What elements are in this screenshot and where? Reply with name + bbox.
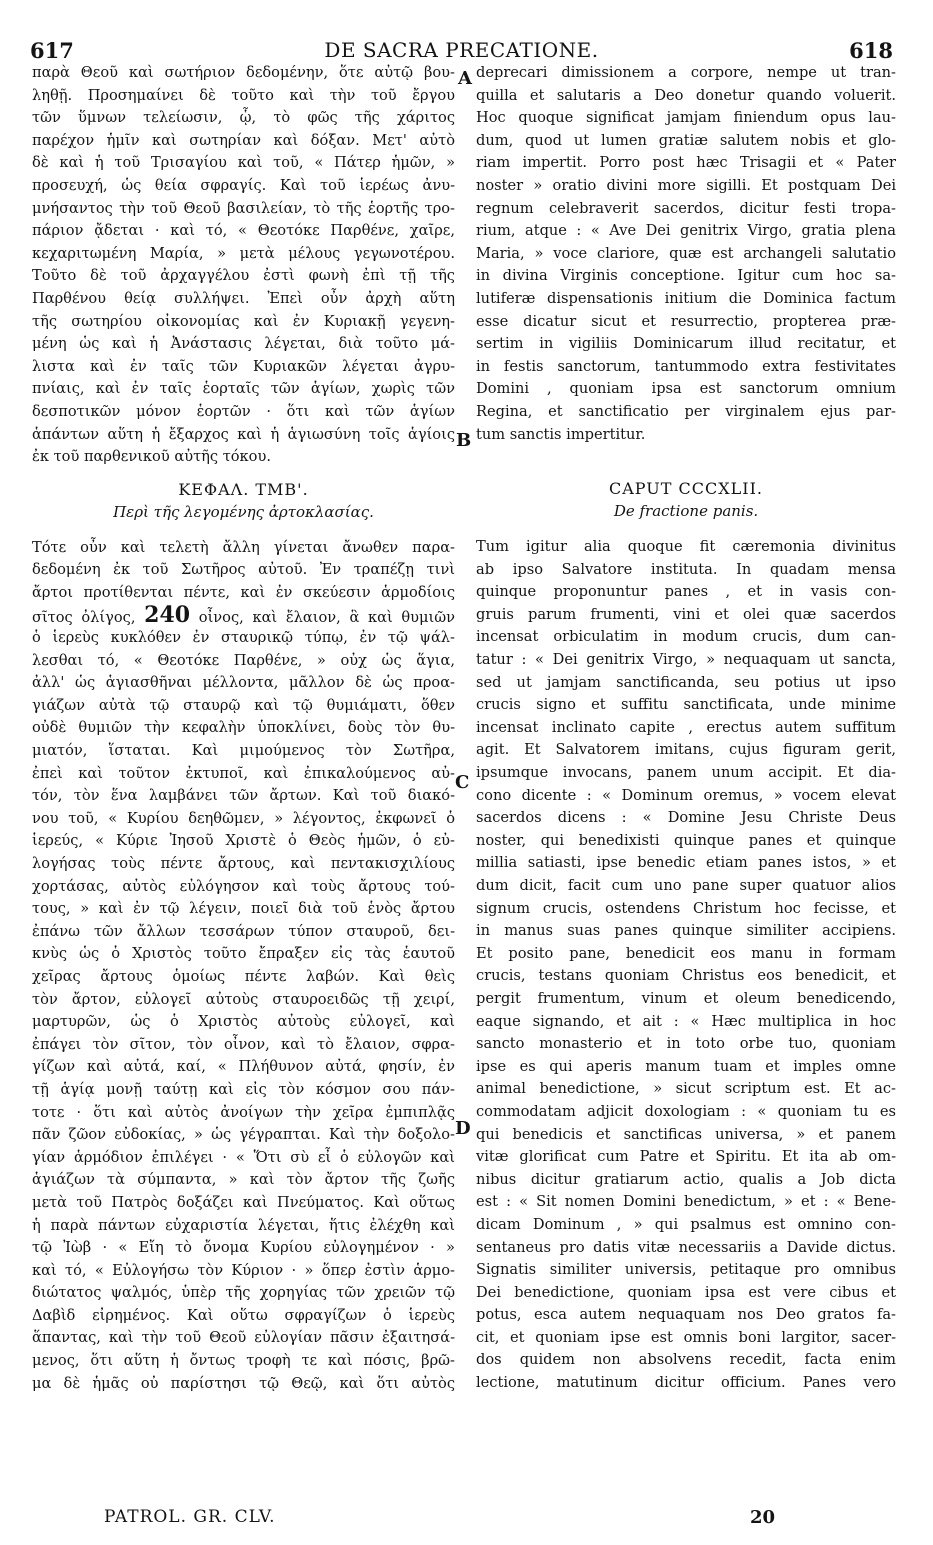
text-line: τὸν ἄρτον, εὐλογεῖ αὐτοὺς σταυροειδῶς τῇ χειρί, bbox=[32, 990, 455, 1008]
greek-line-with-column-number bbox=[32, 604, 455, 627]
text-line: παρὰ Θεοῦ καὶ σωτήριον δεδομένην, ὅτε αὐτῷ βου- bbox=[32, 64, 455, 81]
text-line: Hoc quoque significat jamjam finiendum opus lau- bbox=[476, 109, 896, 127]
text-line: ἁπάντων αὕτη ἡ ἔξαρχος καὶ ἡ ἁγιωσύνη τοῖς ἁγίοις bbox=[32, 425, 455, 443]
margin-letter-d: D bbox=[455, 1118, 471, 1139]
text-line: Signatis similiter universis, petitaque pro omnibus bbox=[476, 1261, 896, 1279]
text-line: μιατόν, ἵσταται. Καὶ μιμούμενος τὸν Σωτῆρα, bbox=[32, 742, 455, 760]
text-line: cit, et quoniam ipse est omnis boni largitor, sacer- bbox=[476, 1328, 896, 1346]
text-line: μετὰ τοῦ Πατρὸς δοξάζει καὶ Πνεύματος. Καὶ οὕτως bbox=[32, 1193, 455, 1211]
text-line: γίαν ἁρμόδιον ἐπιλέγει · « Ὅτι σὺ εἶ ὁ εὐλογῶν καὶ bbox=[32, 1148, 455, 1166]
text-line: λογήσας τοὺς πέντε ἄρτους, καὶ πεντακισχιλίους bbox=[32, 855, 455, 872]
text-line: lectione, matutinum dicitur officium. Panes vero bbox=[476, 1374, 896, 1392]
margin-letter-c: C bbox=[455, 772, 470, 793]
text-line: dos quidem non absolvens recedit, facta enim bbox=[476, 1351, 896, 1369]
column-number-240: 240 bbox=[144, 604, 191, 628]
text-line: μνήσαντος τὴν τοῦ Θεοῦ βασιλείαν, τὸ τῆς ἑορτῆς τρο- bbox=[32, 199, 455, 217]
text-line: λεσθαι τό, « Θεοτόκε Παρθένε, » οὐχ ὡς ἅγια, bbox=[32, 651, 455, 669]
margin-letter-a: A bbox=[458, 68, 472, 89]
text-line: ab ipso Salvatore instituta. In quadam mensa bbox=[476, 560, 896, 578]
greek-paragraph-2-continued bbox=[32, 627, 455, 1395]
latin-paragraph-1 bbox=[476, 62, 896, 446]
latin-chapter-heading bbox=[476, 478, 896, 522]
text-line: rium, atque : « Ave Dei genitrix Virgo, gratia plena bbox=[476, 222, 896, 240]
text-line: ἐπάνω τῶν ἄλλων τεσσάρων τύπον σταυροῦ, δει- bbox=[32, 922, 455, 940]
text-line: crucis, testans quoniam Christus eos benedicit, et bbox=[476, 967, 896, 985]
text-line: signum crucis, ostendens Christum hoc fecisse, et bbox=[476, 899, 896, 917]
text-line: Et posito pane, benedicit eos manu in formam bbox=[476, 944, 896, 962]
text-line: sacerdos dicens : « Domine Jesu Christe Deus bbox=[476, 809, 896, 827]
text-line: sed ut jamjam sanctificanda, seu potius ut ipso bbox=[476, 673, 896, 691]
text-line: vitæ glorificat cum Patre et Spiritu. Et ita ab om- bbox=[476, 1148, 896, 1166]
greek-chapter-heading bbox=[32, 479, 455, 523]
text-line: sancto monasterio et in toto orbe tuo, quoniam bbox=[476, 1035, 896, 1053]
text-line: γίζων καὶ αὐτά, καί, « Πλήθυνον αὐτά, φησίν, ἐν bbox=[32, 1058, 455, 1076]
text-line: ipsumque invocans, panem unum accipit. Et dia- bbox=[476, 764, 896, 782]
text-line: quinque proponuntur panes , et in vasis con- bbox=[476, 583, 896, 601]
footer-sheet-number: 20 bbox=[750, 1507, 776, 1528]
greek-column bbox=[32, 62, 455, 1395]
text-line: μένη ὡς καὶ ἡ Ἀνάστασις λέγεται, διὰ τοῦτο μά- bbox=[32, 335, 455, 353]
text-line: ἐπάγει τὸν σῖτον, τὸν οἶνον, καὶ τὸ ἔλαιον, σφρα- bbox=[32, 1035, 455, 1053]
text-line: sertim in vigiliis Dominicarum illud recitatur, et bbox=[476, 335, 896, 353]
latin-column bbox=[476, 62, 896, 1395]
text-line: τοτε · ὅτι καὶ αὐτὸς ἀνοίγων τὴν χεῖρα ἐμπιπλᾷς bbox=[32, 1103, 455, 1121]
text-line: agit. Et Salvatorem imitans, cujus figuram gerit, bbox=[476, 741, 896, 759]
text-line: ἀλλ' ὡς ἁγιασθῆναι μέλλοντα, μᾶλλον δὲ ὡς προα- bbox=[32, 674, 455, 692]
text-line: millia satiasti, ipse benedic etiam panes istos, » et bbox=[476, 854, 896, 872]
text-line: πνίαις, καὶ ἐν ταῖς ἑορταῖς τῶν ἁγίων, χωρὶς τῶν bbox=[32, 380, 455, 398]
latin-chapter-title: CAPUT CCCXLII. bbox=[609, 479, 763, 499]
text-line: in divina Virginis conceptione. Igitur cum hoc sa- bbox=[476, 267, 896, 285]
text-line: lutiferæ dispensationis initium die Dominica factum bbox=[476, 289, 896, 307]
text-line: μα δὲ ἡμᾶς οὐ παρίστησι τῷ Θεῷ, καὶ ὅτι αὐτὸς bbox=[32, 1374, 455, 1392]
text-line: noster, qui benedixisti quinque panes et quinque bbox=[476, 831, 896, 849]
margin-letter-b: B bbox=[456, 430, 472, 451]
text-line: eaque signando, et ait : « Hæc multiplica in hoc bbox=[476, 1012, 896, 1030]
text-line: Δαβὶδ εἰρημένος. Καὶ οὕτω σφραγίζων ὁ ἱερεὺς bbox=[32, 1306, 455, 1324]
text-line: tum sanctis impertitur. bbox=[476, 425, 646, 443]
text-line: incensat inclinato capite , erectus autem suffitum bbox=[476, 718, 896, 736]
text-line: est : « Sit nomen Domini benedictum, » et : « Bene- bbox=[476, 1193, 896, 1211]
text-line: λιστα καὶ ἐν ταῖς τῶν Κυριακῶν λέγεται ἀγρυ- bbox=[32, 357, 455, 375]
text-line: Domini , quoniam ipsa est sanctorum omnium bbox=[476, 380, 896, 398]
text-line: χορτάσας, αὐτὸς εὐλόγησον καὶ τοὺς ἄρτους τού- bbox=[32, 877, 455, 895]
text-line: Dei benedictione, quoniam ipsa est vere cibus et bbox=[476, 1283, 896, 1301]
text-line: dum dicit, facit cum uno pane super quatuor alios bbox=[476, 877, 896, 894]
text-line: tatur : « Dei genitrix Virgo, » nequaquam ut sancta, bbox=[476, 651, 896, 669]
text-line: quilla et salutaris a Deo donetur quando voluerit. bbox=[476, 86, 896, 104]
text-line: gruis parum frumenti, vini et olei quæ sacerdos bbox=[476, 605, 896, 623]
text-line: κεχαριτωμένη Μαρία, » μετὰ μέλους γεγωνοτέρου. bbox=[32, 244, 455, 262]
text-line: nibus dicitur gratiarum actio, qualis a Job dicta bbox=[476, 1170, 896, 1188]
greek-chapter-subtitle: Περὶ τῆς λεγομένης ἀρτοκλασίας. bbox=[113, 502, 374, 521]
text-line: esse dicatur sicut et resurrectio, propterea præ- bbox=[476, 312, 896, 330]
text-line: crucis signo et suffitu sanctificata, unde minime bbox=[476, 696, 896, 714]
text-line: ὁ ἱερεὺς κυκλόθεν ἐν σταυρικῷ τύπῳ, ἐν τῷ ψάλ- bbox=[32, 629, 455, 647]
text-line: ληθῇ. Προσημαίνει δὲ τοῦτο καὶ τὴν τοῦ ἔργου bbox=[32, 86, 455, 104]
greek-line-before-number: σῖτος ὀλίγος, bbox=[32, 609, 136, 627]
greek-line-after-number: οἶνος, καὶ ἔλαιον, ἃ καὶ θυμιῶν bbox=[198, 609, 455, 627]
text-line: potus, esca autem nequaquam nos Deo gratos fa- bbox=[476, 1306, 896, 1324]
text-line: commodatam adjicit doxologiam : « quoniam tu es bbox=[476, 1102, 896, 1120]
text-line: in festis sanctorum, tantummodo extra festivitates bbox=[476, 357, 896, 375]
latin-paragraph-2 bbox=[476, 536, 896, 1395]
text-line: δεσποτικῶν μόνον ἑορτῶν · ὅτι καὶ τῶν ἁγίων bbox=[32, 402, 455, 420]
text-line: Παρθένου θείᾳ συλλήψει. Ἐπεὶ οὖν ἀρχὴ αὕτη bbox=[32, 289, 455, 307]
text-line: τῷ Ἰὼβ · « Εἴη τὸ ὄνομα Κυρίου εὐλογημένον · » bbox=[32, 1239, 455, 1257]
text-line: incensat orbiculatim in modum crucis, dum can- bbox=[476, 628, 896, 646]
text-line: ἄρτοι προτίθενται πέντε, καὶ ἐν σκεύεσιν ἁρμοδίοις bbox=[32, 583, 455, 601]
text-line: πάριον ᾄδεται · καὶ τό, « Θεοτόκε Παρθένε, χαῖρε, bbox=[32, 222, 455, 240]
text-line: animal benedictione, » sicut scriptum est. Et ac- bbox=[476, 1080, 896, 1098]
text-line: μενος, ὅτι αὕτη ἡ ὄντως τροφὴ τε καὶ πόσις, βρῶ- bbox=[32, 1352, 455, 1370]
text-line: Tum igitur alia quoque fit cæremonia divinitus bbox=[476, 538, 896, 556]
text-line: τους, » καὶ ἐν τῷ λέγειν, ποιεῖ διὰ τοῦ ἑνὸς ἄρτου bbox=[32, 900, 455, 918]
text-line: νου τοῦ, « Κυρίου δεηθῶμεν, » λέγοντος, ἐκφωνεῖ ὁ bbox=[32, 809, 455, 827]
text-line: οὐδὲ θυμιῶν τὴν κεφαλὴν ὑποκλίνει, δοὺς τὸν θυ- bbox=[32, 719, 455, 737]
text-line: Τότε οὖν καὶ τελετὴ ἄλλη γίνεται ἄνωθεν παρα- bbox=[32, 538, 455, 556]
text-line: ἐκ τοῦ παρθενικοῦ αὐτῆς τόκου. bbox=[32, 448, 271, 466]
text-line: pergit frumentum, vinum et oleum benedicendo, bbox=[476, 989, 896, 1007]
text-line: καὶ τό, « Εὐλογήσω τὸν Κύριον · » ὅπερ ἐστὶν ἁρμο- bbox=[32, 1261, 455, 1279]
text-line: sentaneus pro datis vitæ necessariis a Davide dictus. bbox=[476, 1238, 896, 1256]
text-line: dum, quod ut lumen gratiæ salutem nobis et glo- bbox=[476, 131, 896, 149]
text-line: παρέχον ἡμῖν καὶ σωτηρίαν καὶ δόξαν. Μετ' αὐτὸ bbox=[32, 131, 455, 149]
text-line: τῶν ὕμνων τελείωσιν, ᾧ, τὸ φῶς τῆς χάριτος bbox=[32, 109, 455, 127]
latin-chapter-subtitle: De fractione panis. bbox=[613, 502, 759, 521]
text-line: Regina, et sanctificatio per virginalem ejus par- bbox=[476, 402, 896, 420]
text-line: in manus suas panes quinque similiter accipiens. bbox=[476, 922, 896, 940]
text-line: cono dicente : « Dominum oremus, » vocem elevat bbox=[476, 786, 896, 804]
text-line: διώτατος ψαλμός, ὑπὲρ τῆς χορηγίας τῶν χρειῶν τῷ bbox=[32, 1284, 455, 1302]
greek-chapter-title: ΚΕΦΑΛ. ΤΜΒ'. bbox=[178, 479, 309, 499]
page-number-left: 617 bbox=[30, 38, 74, 63]
text-line: dicam Dominum , » qui psalmus est omnino con- bbox=[476, 1215, 896, 1233]
text-line: πᾶν ζῶον εὐδοκίας, » ὡς γέγραπται. Καὶ τὴν δοξολο- bbox=[32, 1126, 455, 1144]
text-line: ἱερεύς, « Κύριε Ἰησοῦ Χριστὲ ὁ Θεὸς ἡμῶν, ὁ εὐ- bbox=[32, 832, 455, 850]
text-line: τῇ ἁγίᾳ μονῇ ταύτῃ καὶ εἰς τὸν κόσμον σου πάν- bbox=[32, 1080, 455, 1098]
footer-signature: PATROL. GR. CLV. bbox=[104, 1507, 276, 1527]
greek-paragraph-1 bbox=[32, 62, 455, 469]
text-line: δὲ καὶ ἡ τοῦ Τρισαγίου καὶ τοῦ, « Πάτερ ἡμῶν, » bbox=[32, 154, 455, 172]
text-line: χεῖρας ἄρτους ὁμοίως πέντε λαβών. Καὶ θεὶς bbox=[32, 967, 455, 985]
text-line: τόν, τὸν ἕνα λαμβάνει τῶν ἄρτων. Καὶ τοῦ διακό- bbox=[32, 787, 455, 805]
text-line: προσευχή, ὡς θεία σφραγίς. Καὶ τοῦ ἱερέως ἀνυ- bbox=[32, 176, 455, 194]
greek-paragraph-2 bbox=[32, 537, 455, 605]
text-line: δεδομένη ἐκ τοῦ Σωτῆρος αὐτοῦ. Ἐν τραπέζῃ τινὶ bbox=[32, 561, 455, 579]
text-line: qui benedicis et sanctificas universa, » et panem bbox=[476, 1125, 896, 1143]
text-line: μαρτυρῶν, ὡς ὁ Χριστὸς αὐτοὺς εὐλογεῖ, καὶ bbox=[32, 1013, 455, 1031]
text-line: riam impertit. Porro post hæc Trisagii et « Pater bbox=[476, 154, 896, 172]
text-line: deprecari dimissionem a corpore, nempe ut tran- bbox=[476, 64, 896, 81]
text-line: ipse es qui aperis manum tuam et imples omne bbox=[476, 1057, 896, 1075]
text-line: Maria, » voce clariore, quæ est archangeli salutatio bbox=[476, 244, 896, 262]
text-line: ἐπεὶ καὶ τοῦτον ἐκτυποῖ, καὶ ἐπικαλούμενος αὐ- bbox=[32, 764, 455, 782]
text-line: κνὺς ὡς ὁ Χριστὸς τοῦτο ἔπραξεν εἰς τὰς ἑαυτοῦ bbox=[32, 945, 455, 963]
text-line: ἁγιάζων τὰ σύμπαντα, » καὶ τὸν ἄρτον τῆς ζωῆς bbox=[32, 1171, 455, 1189]
text-line: Τοῦτο δὲ τοῦ ἀρχαγγέλου ἐστὶ φωνὴ ἐπὶ τῇ τῆς bbox=[32, 267, 455, 285]
text-line: τῆς σωτηρίου οἰκονομίας καὶ ἐν Κυριακῇ γεγενη- bbox=[32, 312, 455, 330]
page-number-right: 618 bbox=[849, 38, 893, 63]
text-line: noster » oratio divini more sigilli. Et postquam Dei bbox=[476, 176, 896, 194]
text-line: ἡ παρὰ πάντων εὐχαριστία λέγεται, ἥτις ἐλέχθη καὶ bbox=[32, 1216, 455, 1234]
text-line: regnum celebraverit sacerdos, dicitur festi tropa- bbox=[476, 199, 896, 217]
text-line: γιάζων αὐτὰ τῷ σταυρῷ καὶ τῷ θυμιάματι, ὅθεν bbox=[32, 696, 455, 714]
running-title: DE SACRA PRECATIONE. bbox=[324, 38, 599, 62]
text-line: ἅπαντας, καὶ τὴν τοῦ Θεοῦ εὐλογίαν πᾶσιν ἐξαιτησά- bbox=[32, 1329, 455, 1347]
